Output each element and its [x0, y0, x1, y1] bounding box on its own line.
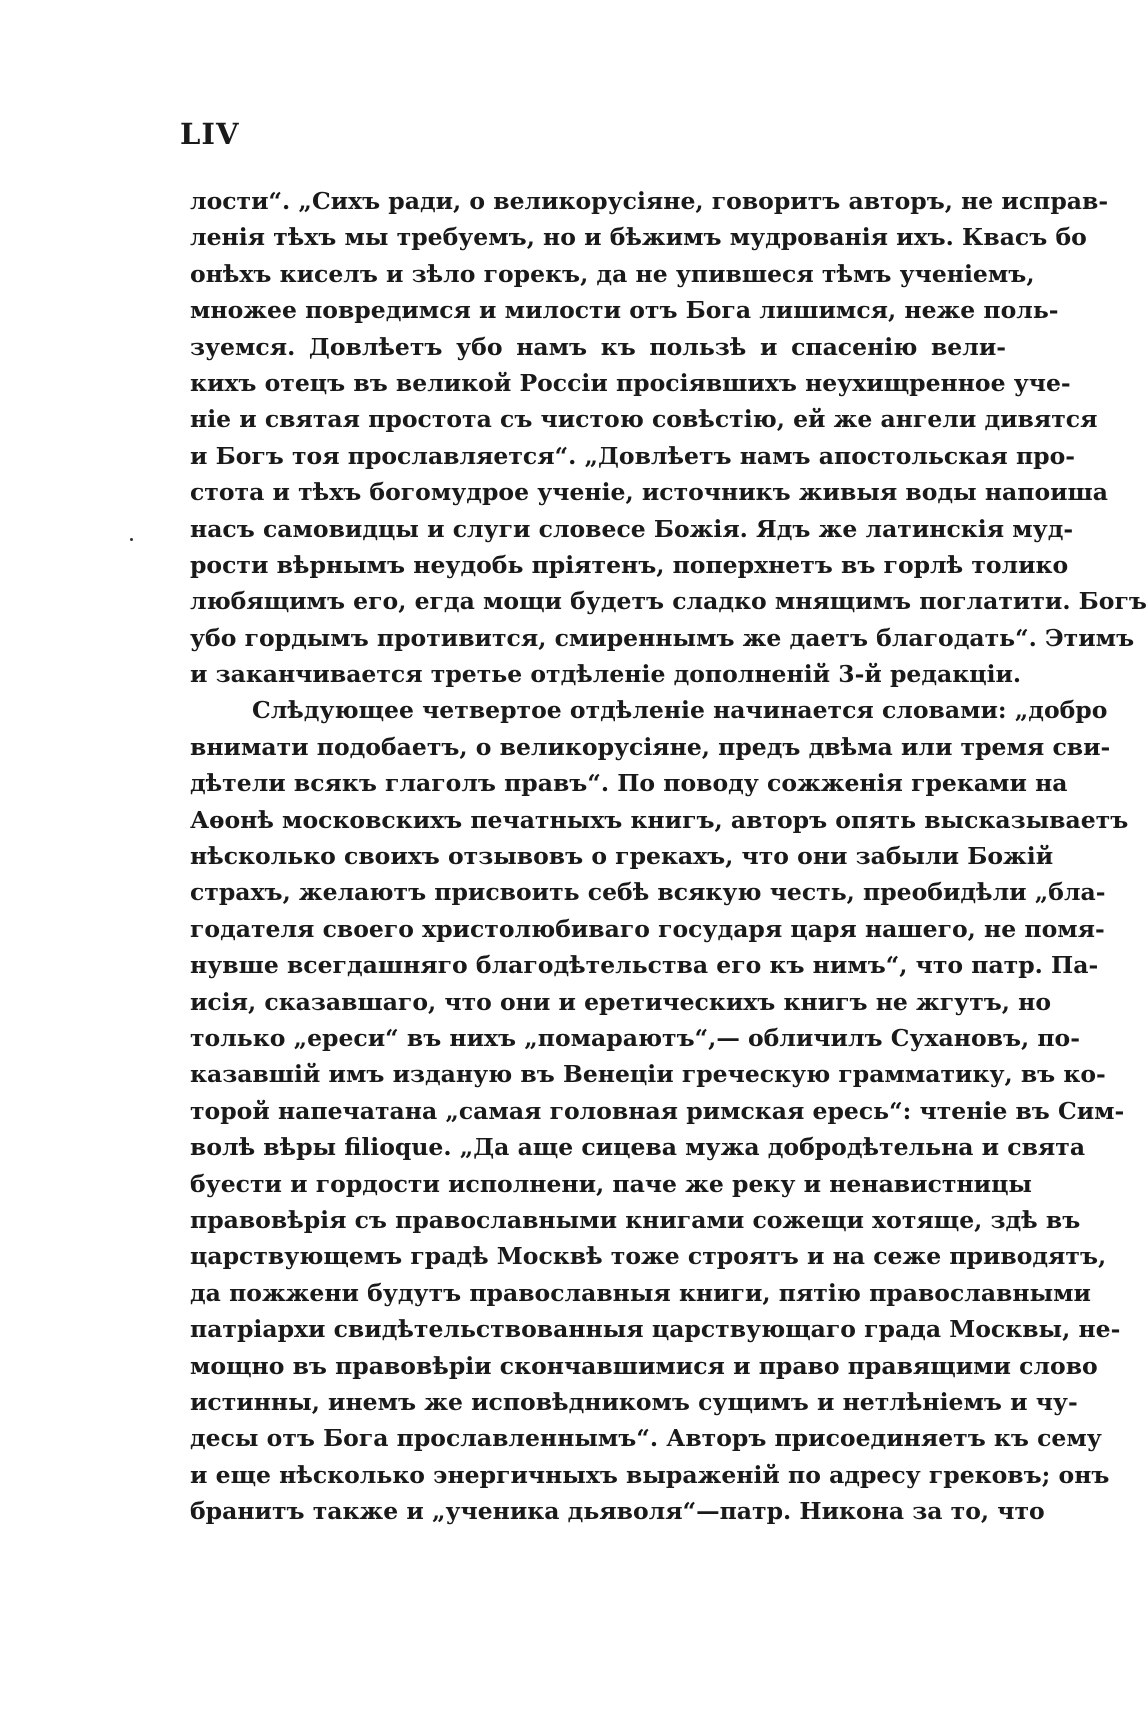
text-line: и еще нѣсколько энергичныхъ выраженій по адресу грековъ; онъ [190, 1460, 1110, 1489]
text-line: любящимъ его, егда мощи будетъ сладко мнящимъ поглатити. Богъ [190, 587, 1147, 616]
text-line: казавшій имъ изданую въ Венеціи греческую грамматику, въ ко- [190, 1060, 1106, 1089]
body-text [190, 183, 1147, 1529]
text-line: патріархи свидѣтельствованныя царствующаго града Москвы, не- [190, 1315, 1121, 1344]
text-line: кихъ отецъ въ великой Россіи просіявшихъ неухищренное уче- [190, 368, 1071, 397]
text-line: исія, сказавшаго, что они и еретическихъ книгъ не жгутъ, но [190, 987, 1052, 1016]
text-line: истинны, инемъ же исповѣдникомъ сущимъ и нетлѣніемъ и чу- [190, 1387, 1078, 1416]
text-line: царствующемъ градѣ Москвѣ тоже строятъ и на сеже приводятъ, [190, 1242, 1107, 1271]
text-line: торой напечатана „самая головная римская ересь“: чтеніе въ Сим- [190, 1096, 1125, 1125]
text-line: и заканчивается третье отдѣленіе дополненій 3-й редакціи. [190, 660, 1022, 689]
text-line: страхъ, желаютъ присвоить себѣ всякую честь, преобидѣли „бла- [190, 878, 1106, 907]
text-line: онѣхъ киселъ и зѣло горекъ, да не упившеся тѣмъ ученіемъ, [190, 259, 1035, 288]
text-line: Аѳонѣ московскихъ печатныхъ книгъ, авторъ опять высказываетъ [190, 805, 1129, 834]
text-line: и Богъ тоя прославляется“. „Довлѣетъ намъ апостольская про- [190, 441, 1076, 470]
text-line: бранитъ также и „ученика дьяволя“—патр. Никона за то, что [190, 1497, 1045, 1526]
text-line: да пожжени будутъ православныя книги, пятію православными [190, 1278, 1091, 1307]
text-line: нувше всегдашняго благодѣтельства его къ нимъ“, что патр. Па- [190, 951, 1099, 980]
text-line: дѣтели всякъ глаголъ правъ“. По поводу сожженія греками на [190, 769, 1068, 798]
text-line: стота и тѣхъ богомудрое ученіе, источникъ живыя воды напоиша [190, 478, 1109, 507]
text-line: ленія тѣхъ мы требуемъ, но и бѣжимъ мудрованія ихъ. Квасъ бо [190, 223, 1087, 252]
text-line: десы отъ Бога прославленнымъ“. Авторъ присоединяетъ къ сему [190, 1424, 1102, 1453]
text-line: волѣ вѣры filioque. „Да аще сицева мужа добродѣтельна и свята [190, 1133, 1086, 1162]
text-line: внимати подобаетъ, о великорусіяне, предъ двѣма или тремя сви- [190, 732, 1111, 761]
text-line: мощно въ правовѣріи скончавшимися и право правящими слово [190, 1351, 1098, 1380]
text-line: зуемся. Довлѣетъ убо намъ къ пользѣ и спасенію вели- [190, 332, 1006, 361]
text-line: годателя своего христолюбиваго государя царя нашего, не помя- [190, 914, 1105, 943]
text-line: Слѣдующее четвертое отдѣленіе начинается словами: „добро [252, 696, 1108, 725]
text-line: множее повредимся и милости отъ Бога лишимся, неже поль- [190, 296, 1059, 325]
text-line: лости“. „Сихъ ради, о великорусіяне, говоритъ авторъ, не исправ- [190, 187, 1109, 215]
text-line: только „ереси“ въ нихъ „помараютъ“,— обличилъ Сухановъ, по- [190, 1023, 1080, 1052]
text-line: буести и гордости исполнени, паче же реку и ненавистницы [190, 1169, 1032, 1198]
print-speck [130, 538, 133, 541]
text-line: рости вѣрнымъ неудобь пріятенъ, поперхнетъ въ горлѣ толико [190, 550, 1069, 579]
text-line: нѣсколько своихъ отзывовъ о грекахъ, что они забыли Божій [190, 842, 1054, 871]
text-line: ніе и святая простота съ чистою совѣстію, ей же ангели дивятся [190, 405, 1098, 434]
page-number: LIV [180, 117, 240, 151]
text-line: насъ самовидцы и слуги словесе Божія. Ядъ же латинскія муд- [190, 514, 1074, 543]
text-line: убо гордымъ противится, смиреннымъ же даетъ благодать“. Этимъ [190, 623, 1135, 652]
text-line: правовѣрія съ православными книгами сожещи хотяще, здѣ въ [190, 1205, 1081, 1234]
